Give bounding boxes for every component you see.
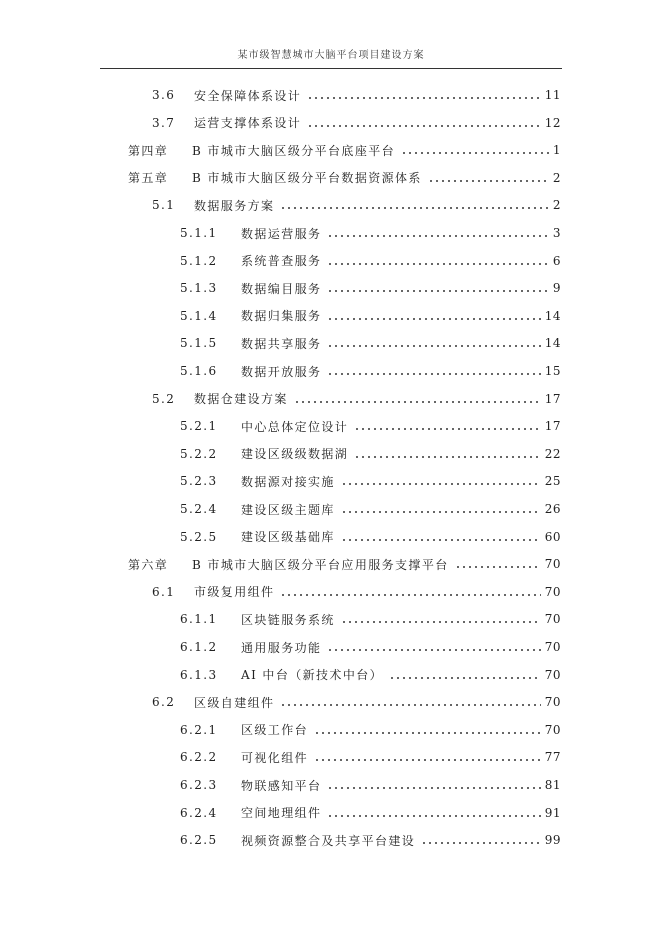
toc-entry[interactable] — [180, 830, 561, 850]
toc-entry-title: 数据源对接实施 — [241, 474, 335, 489]
toc-entry-title: 系统普查服务 — [241, 254, 322, 269]
toc-entry[interactable] — [180, 333, 561, 353]
toc-dot-leader — [327, 345, 540, 347]
toc-dot-leader — [341, 539, 541, 541]
toc-entry-number: 5.1.5 — [180, 336, 218, 351]
toc-entry-title: 可视化组件 — [241, 750, 309, 765]
toc-entry-number: 5.1.3 — [180, 281, 218, 296]
toc-entry-number: 5.1.6 — [180, 364, 218, 378]
toc-entry-number: 3.6 — [152, 88, 176, 102]
toc-entry-title: 区块链服务系统 — [241, 612, 335, 627]
toc-entry-page-number: 70 — [544, 695, 561, 710]
toc-entry-number: 5.1.2 — [180, 253, 218, 268]
toc-dot-leader — [327, 815, 540, 817]
toc-dot-leader — [341, 483, 541, 485]
toc-entry-number: 6.1 — [152, 584, 176, 599]
toc-entry[interactable] — [180, 803, 561, 823]
toc-entry-number: 3.7 — [152, 115, 176, 130]
toc-entry-number: 6.2.1 — [180, 722, 218, 737]
toc-dot-leader — [327, 263, 548, 265]
toc-entry-page-number: 14 — [544, 308, 561, 323]
toc-dot-leader — [294, 401, 541, 403]
toc-entry-title: 区级工作台 — [241, 723, 309, 738]
toc-entry-number: 5.1 — [152, 198, 176, 213]
toc-dot-leader — [455, 566, 541, 568]
toc-entry-title: 数据开放服务 — [241, 364, 322, 379]
toc-entry-number: 第五章 — [128, 171, 169, 186]
toc-entry-number: 第四章 — [128, 143, 169, 158]
toc-entry-page-number: 2 — [552, 198, 561, 213]
toc-entry-title: 数据归集服务 — [241, 309, 322, 324]
toc-entry[interactable] — [180, 720, 561, 740]
toc-dot-leader — [280, 704, 540, 706]
toc-dot-leader — [341, 621, 541, 623]
toc-entry-page-number: 3 — [552, 226, 561, 240]
toc-entry[interactable] — [180, 665, 561, 685]
toc-entry[interactable] — [180, 251, 561, 271]
toc-entry[interactable] — [180, 499, 561, 519]
toc-entry-title: 视频资源整合及共享平台建设 — [241, 833, 416, 848]
toc-entry[interactable] — [180, 278, 561, 298]
toc-dot-leader — [314, 759, 541, 761]
toc-dot-leader — [327, 290, 548, 292]
toc-entry-title: 市级复用组件 — [194, 585, 275, 600]
toc-entry-number: 5.1.4 — [180, 308, 218, 323]
toc-entry-page-number: 70 — [544, 667, 561, 682]
toc-entry-page-number: 14 — [544, 336, 561, 351]
toc-entry[interactable] — [180, 609, 561, 629]
toc-entry-page-number: 99 — [544, 833, 561, 848]
toc-entry-page-number: 15 — [544, 364, 561, 378]
toc-dot-leader — [327, 235, 548, 237]
toc-entry[interactable] — [180, 747, 561, 767]
toc-entry[interactable] — [128, 168, 561, 188]
toc-entry-number: 6.2 — [152, 695, 176, 710]
toc-entry-page-number: 2 — [552, 170, 561, 185]
toc-entry[interactable] — [180, 527, 561, 547]
toc-entry-page-number: 6 — [552, 253, 561, 268]
toc-entry[interactable] — [180, 444, 561, 464]
toc-dot-leader — [280, 207, 548, 209]
toc-entry-number: 6.2.5 — [180, 833, 218, 848]
toc-entry-number: 6.2.3 — [180, 778, 218, 792]
toc-dot-leader — [354, 428, 541, 430]
toc-dot-leader — [341, 511, 541, 513]
toc-entry-title: 中心总体定位设计 — [241, 419, 349, 434]
toc-dot-leader — [307, 125, 541, 127]
toc-entry-number: 5.2 — [152, 391, 176, 406]
toc-entry-page-number: 11 — [544, 88, 561, 102]
toc-entry-title: 数据编目服务 — [241, 281, 322, 296]
toc-entry-title: 数据运营服务 — [241, 226, 322, 241]
toc-dot-leader — [307, 97, 541, 99]
toc-entry-number: 5.2.1 — [180, 419, 218, 434]
toc-entry-title: 数据服务方案 — [194, 198, 275, 213]
toc-entry-title: 区级自建组件 — [194, 695, 275, 710]
toc-entry[interactable] — [152, 85, 561, 105]
toc-entry-page-number: 70 — [544, 722, 561, 737]
toc-entry-page-number: 22 — [544, 446, 561, 461]
toc-dot-leader — [314, 732, 541, 734]
toc-entry-page-number: 17 — [544, 419, 561, 434]
toc-entry-number: 第六章 — [128, 557, 169, 572]
toc-entry[interactable] — [180, 306, 561, 326]
toc-entry-title: 空间地理组件 — [241, 806, 322, 821]
toc-entry-page-number: 25 — [544, 474, 561, 489]
toc-entry[interactable] — [152, 389, 561, 409]
toc-entry-title: 通用服务功能 — [241, 640, 322, 655]
toc-entry[interactable] — [152, 692, 561, 712]
toc-entry-number: 6.2.4 — [180, 805, 218, 820]
toc-entry[interactable] — [180, 223, 561, 243]
toc-entry-title: 运营支撑体系设计 — [194, 116, 302, 131]
toc-entry-title: 建设区级级数据湖 — [241, 447, 349, 462]
toc-dot-leader — [421, 842, 541, 844]
toc-entry[interactable] — [180, 361, 561, 381]
toc-entry-title: B 市城市大脑区级分平台数据资源体系 — [192, 171, 422, 186]
toc-entry-title: AI 中台（新技术中台） — [241, 668, 384, 683]
toc-dot-leader — [401, 152, 549, 154]
toc-entry[interactable] — [180, 637, 561, 657]
toc-entry-title: 建设区级基础库 — [241, 530, 335, 545]
toc-entry-title: 安全保障体系设计 — [194, 88, 302, 103]
toc-dot-leader — [327, 649, 540, 651]
toc-entry-page-number: 60 — [544, 529, 561, 544]
toc-entry-number: 6.2.2 — [180, 750, 218, 765]
toc-entry-page-number: 70 — [544, 612, 561, 627]
toc-entry-number: 6.1.2 — [180, 640, 218, 654]
toc-entry-page-number: 70 — [544, 557, 561, 572]
toc-entry[interactable] — [152, 582, 561, 602]
toc-entry-number: 5.2.3 — [180, 474, 218, 489]
toc-entry-page-number: 91 — [544, 805, 561, 820]
toc-dot-leader — [428, 180, 549, 182]
toc-entry[interactable] — [180, 471, 561, 491]
toc-dot-leader — [280, 594, 540, 596]
toc-entry[interactable] — [180, 775, 561, 795]
toc-entry-page-number: 17 — [544, 391, 561, 406]
toc-entry-page-number: 9 — [552, 281, 561, 296]
toc-entry-page-number: 77 — [544, 750, 561, 765]
toc-entry-page-number: 26 — [544, 502, 561, 516]
toc-entry-number: 6.1.1 — [180, 612, 218, 627]
toc-dot-leader — [327, 787, 540, 789]
toc-dot-leader — [354, 456, 541, 458]
toc-entry-title: 数据共享服务 — [241, 336, 322, 351]
toc-entry-page-number: 70 — [544, 584, 561, 599]
toc-entry-page-number: 1 — [552, 143, 561, 158]
toc-entry-title: B 市城市大脑区级分平台应用服务支撑平台 — [192, 557, 449, 572]
toc-entry-page-number: 70 — [544, 640, 561, 654]
toc-dot-leader — [327, 318, 540, 320]
toc-entry-title: 建设区级主题库 — [241, 502, 335, 517]
toc-entry-number: 5.1.1 — [180, 226, 218, 240]
page-header-title: 某市级智慧城市大脑平台项目建设方案 — [237, 50, 425, 61]
toc-entry-page-number: 81 — [544, 778, 561, 792]
toc-dot-leader — [389, 677, 541, 679]
toc-entry-title: 数据仓建设方案 — [194, 392, 288, 407]
toc-entry-number: 5.2.4 — [180, 502, 218, 516]
toc-dot-leader — [327, 373, 540, 375]
header-divider — [100, 68, 562, 69]
toc-entry[interactable] — [180, 416, 561, 436]
toc-entry-title: B 市城市大脑区级分平台底座平台 — [192, 143, 396, 158]
toc-entry-number: 5.2.5 — [180, 529, 218, 544]
toc-entry-number: 5.2.2 — [180, 446, 218, 461]
toc-entry-page-number: 12 — [544, 115, 561, 130]
toc-entry-number: 6.1.3 — [180, 667, 218, 682]
toc-entry-title: 物联感知平台 — [241, 778, 322, 793]
toc-entry[interactable] — [152, 195, 561, 215]
toc-entry[interactable] — [152, 113, 561, 133]
toc-entry[interactable] — [128, 140, 561, 160]
toc-entry[interactable] — [128, 554, 561, 574]
